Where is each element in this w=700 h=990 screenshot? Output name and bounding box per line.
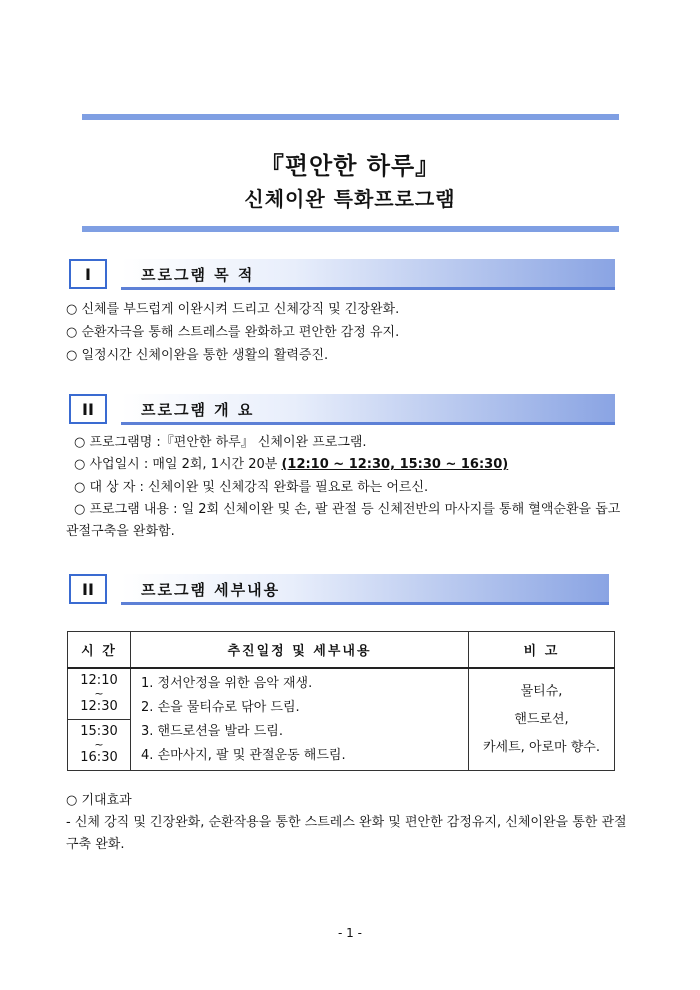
overview-date bbox=[74, 454, 508, 476]
overview-name: ○ 프로그램명 :『편안한 하루』 신체이완 프로그램. bbox=[74, 435, 367, 450]
section-title: 프로그램 개 요 bbox=[141, 401, 255, 419]
overview-target: ○ 대 상 자 : 신체이완 및 신체강직 완화를 필요로 하는 어르신. bbox=[74, 480, 429, 495]
schedule-table bbox=[67, 631, 615, 771]
header-content: 추진일정 및 세부내용 bbox=[131, 632, 469, 669]
section-title-bar bbox=[121, 574, 609, 605]
time-cell bbox=[68, 668, 131, 720]
content-item: 1. 정서안정을 위한 음악 재생. bbox=[141, 675, 313, 691]
time-end: 16:30 bbox=[80, 750, 118, 765]
overview-content: ○ 프로그램 내용 : 일 2회 신체이완 및 손, 팔 관절 등 신체전반의 마사지를 통해 혈액순환을 돕고 관절구축을 완화함. bbox=[66, 502, 621, 539]
section-header-overview bbox=[69, 394, 619, 428]
section-number: II bbox=[69, 394, 107, 424]
table-row bbox=[68, 668, 615, 720]
purpose-item: ○ 신체를 부드럽게 이완시켜 드리고 신체강직 및 긴장완화. bbox=[66, 302, 400, 317]
section-number: II bbox=[69, 574, 107, 604]
time-separator: ~ bbox=[94, 738, 104, 751]
purpose-item: ○ 순환자극을 통해 스트레스를 완화하고 편안한 감정 유지. bbox=[66, 325, 400, 340]
section-header-purpose bbox=[69, 259, 619, 293]
header-time: 시 간 bbox=[68, 632, 131, 669]
section-title: 프로그램 목 적 bbox=[141, 266, 255, 284]
time-start: 12:10 bbox=[80, 673, 118, 688]
overview-date-times: (12:10 ~ 12:30, 15:30 ~ 16:30) bbox=[281, 457, 509, 472]
time-cell bbox=[68, 720, 131, 771]
note-item: 물티슈, bbox=[520, 683, 563, 699]
overview-date-prefix: ○ 사업일시 : 매일 2회, 1시간 20분 bbox=[74, 457, 282, 472]
document-title: 『편안한 하루』 bbox=[259, 152, 441, 180]
note-item: 카세트, 아로마 향수. bbox=[483, 739, 600, 755]
bottom-rule bbox=[82, 226, 619, 232]
section-title-bar bbox=[121, 259, 615, 290]
content-item: 2. 손을 물티슈로 닦아 드림. bbox=[141, 699, 300, 715]
section-title: 프로그램 세부내용 bbox=[141, 581, 281, 599]
note-item: 핸드로션, bbox=[514, 711, 569, 727]
content-item: 3. 핸드로션을 발라 드림. bbox=[141, 723, 283, 739]
effect-text: - 신체 강직 및 긴장완화, 순환작용을 통한 스트레스 완화 및 편안한 감정유지, 신체이완을 통한 관절구축 완화. bbox=[66, 815, 627, 852]
time-start: 15:30 bbox=[80, 724, 118, 739]
time-separator: ~ bbox=[94, 687, 104, 700]
section-header-details bbox=[69, 574, 614, 608]
document-subtitle: 신체이완 특화프로그램 bbox=[244, 187, 456, 211]
content-item: 4. 손마사지, 팔 및 관절운동 해드림. bbox=[141, 747, 346, 763]
time-end: 12:30 bbox=[80, 699, 118, 714]
content-cell bbox=[131, 668, 469, 771]
section-title-bar bbox=[121, 394, 615, 425]
section-number: I bbox=[69, 259, 107, 289]
page-number: - 1 - bbox=[338, 926, 362, 940]
note-cell bbox=[469, 668, 615, 771]
table-header-row bbox=[68, 632, 615, 669]
effect-label: ○ 기대효과 bbox=[66, 793, 132, 808]
header-note: 비 고 bbox=[469, 632, 615, 669]
purpose-item: ○ 일정시간 신체이완을 통한 생활의 활력증진. bbox=[66, 348, 329, 363]
top-rule bbox=[82, 114, 619, 120]
